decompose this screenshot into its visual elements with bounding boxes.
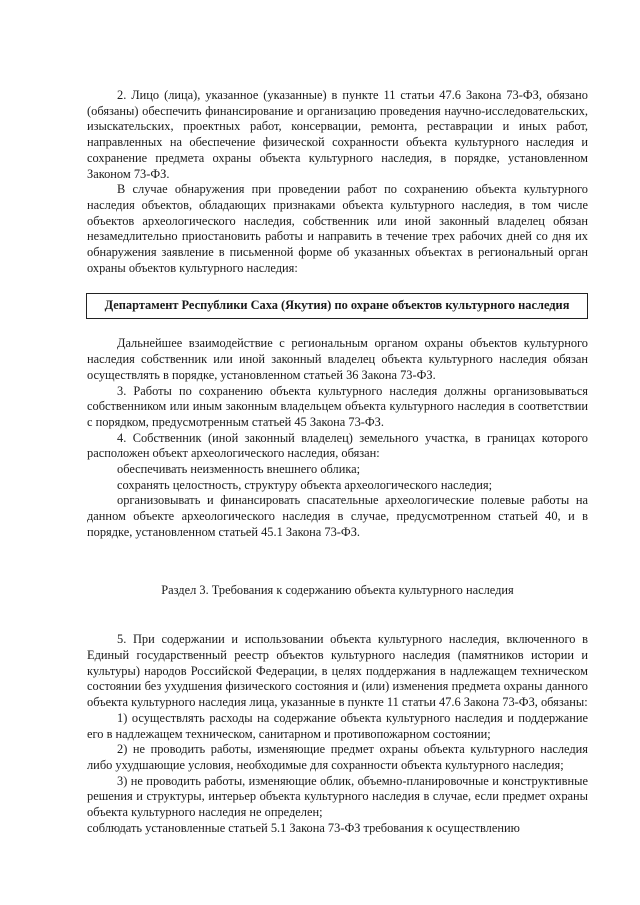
spacer [87,276,588,293]
paragraph-5-item-1: 1) осуществлять расходы на содержание объекта культурного наследия и поддержание его в надлежащем техническом, санитарном и противопожарном состоянии; [87,710,588,741]
paragraph-3: 3. Работы по сохранению объекта культурного наследия должны организовываться собственником или иным законным владельцем объекта культурного наследия в соответствии с порядком, предусмотренным статьей 45 Закона 73-ФЗ. [87,383,588,429]
paragraph-4-item-b: сохранять целостность, структуру объекта археологического наследия; [117,477,493,492]
paragraph-5-item-3: 3) не проводить работы, изменяющие облик, объемно-планировочные и конструктивные решения и структуры, интерьер объекта культурного наследия в случае, если предмет охраны объекта культурного наследия не определен; [87,773,588,820]
paragraph-4: 4. Собственник (иной законный владелец) земельного участка, в границах которого расположен объект археологического наследия, обязан: [87,430,588,461]
paragraph-interaction: Дальнейшее взаимодействие с региональным органом охраны объектов культурного наследия собственник или иной законный владелец объекта культурного наследия обязан осуществлять в порядке, установленном статьей 36 Закона 73-ФЗ. [87,336,588,382]
spacer [87,541,588,583]
paragraph-5-item-2: 2) не проводить работы, изменяющие предмет охраны объекта культурного наследия либо ухудшающие условия, необходимые для сохранности объекта культурного наследия; [87,742,588,772]
paragraph-discovery: В случае обнаружения при проведении работ по сохранению объекта культурного наследия объектов, обладающих признаками объекта культурного наследия, в том числе объектов археологического наследия, собственник или иной законный владелец обязан незамедлительно приостановить работы и направить в течение трех рабочих дней со дня их обнаружения заявление в письменной форме об указанных объектах в региональный орган охраны объектов культурного наследия: [87,182,588,275]
spacer [87,319,588,336]
spacer [87,598,588,632]
authority-box: Департамент Республики Саха (Якутия) по охране объектов культурного наследия [86,293,588,319]
paragraph-5-last: соблюдать установленные статьей 5.1 Закона 73-ФЗ требования к осуществлению [87,820,520,835]
paragraph-2: 2. Лицо (лица), указанное (указанные) в пункте 11 статьи 47.6 Закона 73-ФЗ, обязано (обязаны) обеспечить финансирование и организацию проведения научно-исследовательских, изыскательских, проектных работ, консервации, ремонта, реставрации и иных работ, направленных на обеспечение физической сохранности объекта культурного наследия и сохранение предмета охраны объекта культурного наследия, в порядке, установленном Законом 73-ФЗ. [87,88,588,181]
document-page [87,88,588,836]
section-3-heading: Раздел 3. Требования к содержанию объекта культурного наследия [161,582,514,597]
paragraph-5: 5. При содержании и использовании объекта культурного наследия, включенного в Единый государственный реестр объектов культурного наследия (памятников истории и культуры) народов Российской Федерации, в целях поддержания в надлежащем техническом состоянии без ухудшения физического состояния и (или) изменения предмета охраны данного объекта культурного наследия лица, указанные в пункте 11 статьи 47.6 Закона 73-ФЗ, обязаны: [87,632,588,710]
paragraph-4-item-c: организовывать и финансировать спасательные археологические полевые работы на данном объекте археологического наследия в случае, предусмотренном статьей 40, и в порядке, установленном статьей 45.1 Закона 73-ФЗ. [87,493,588,539]
paragraph-4-item-a: обеспечивать неизменность внешнего облика; [117,462,361,477]
